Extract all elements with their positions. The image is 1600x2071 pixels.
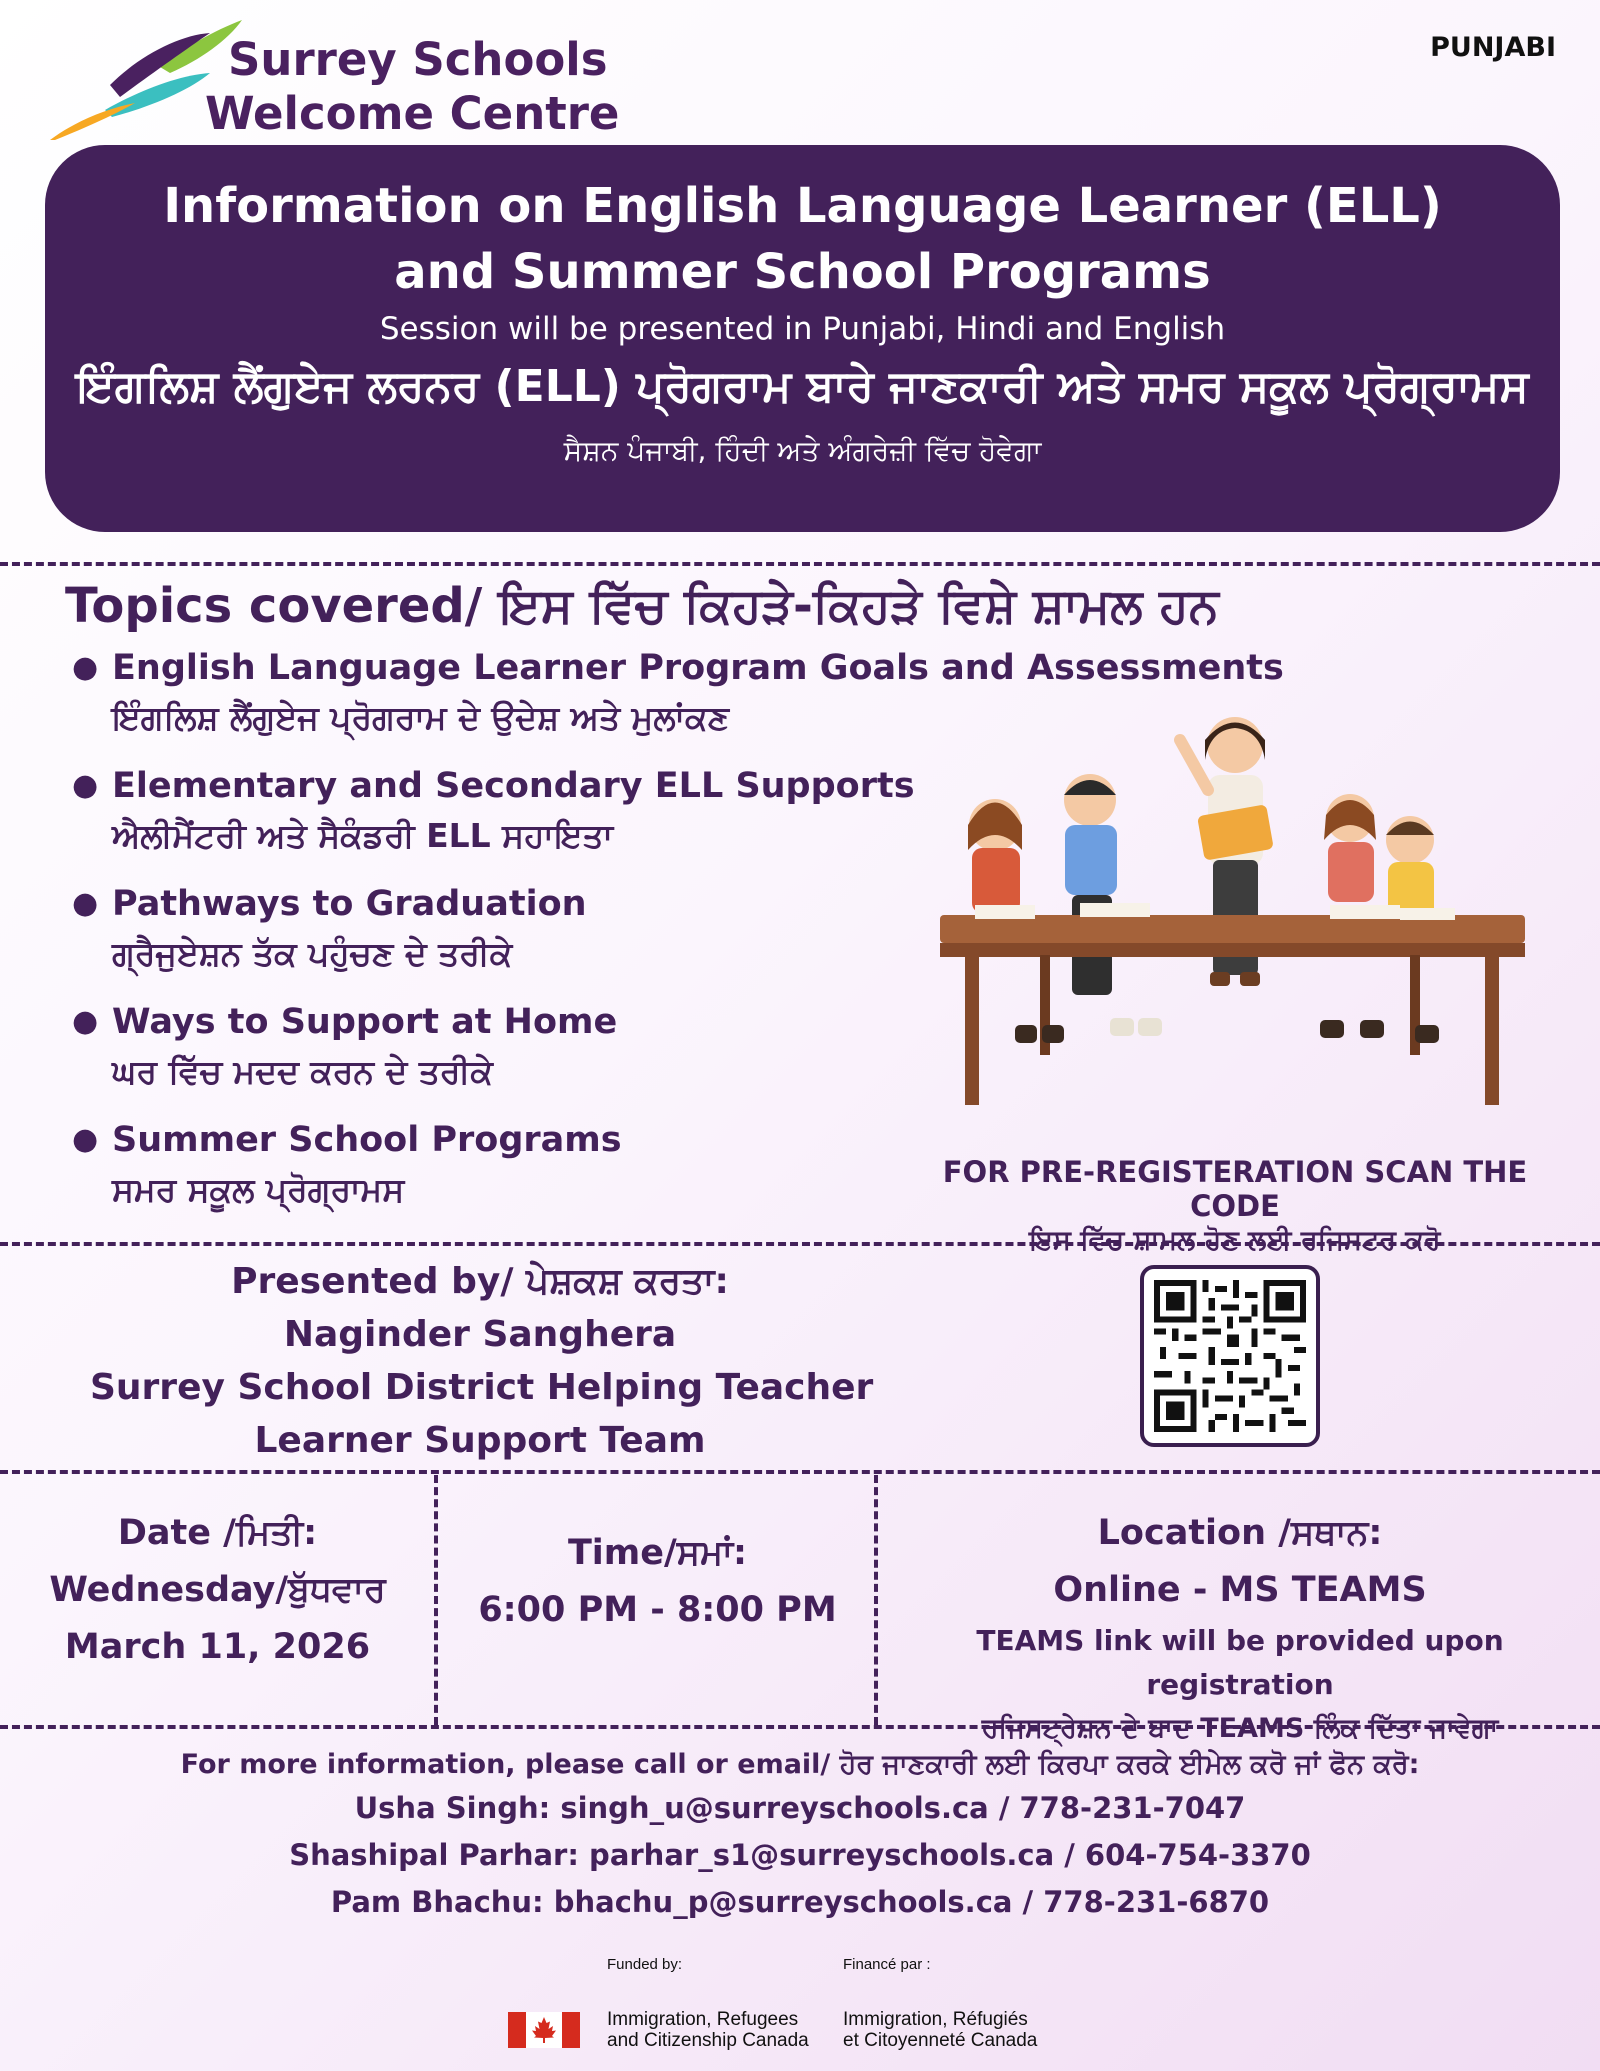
presenter-label: Presented by/ ਪੇਸ਼ਕਸ਼ ਕਰਤਾ:	[231, 1261, 729, 1302]
department-english-line-1: Immigration, Refugees	[607, 2009, 799, 2030]
topic-punjabi: ਘਰ ਵਿੱਚ ਮਦਦ ਕਰਨ ਦੇ ਤਰੀਕੇ	[112, 1052, 493, 1091]
banner-title	[45, 173, 1560, 305]
divider	[0, 562, 1600, 566]
funded-by-label: Funded by:	[607, 1956, 683, 1973]
topics-heading: Topics covered/ ਇਸ ਵਿੱਚ ਕਿਹੜੇ-ਕਿਹੜੇ ਵਿਸ਼ੇ ਸ਼ਾਮਲ ਹਨ	[65, 578, 1219, 634]
classroom-illustration	[930, 700, 1530, 1110]
qr-code-icon	[1154, 1279, 1306, 1433]
topic-english: Summer School Programs	[112, 1120, 622, 1160]
location-note: TEAMS link will be provided upon registration	[976, 1624, 1504, 1701]
bullet-icon: ●	[72, 1004, 99, 1039]
contact-line[interactable]: Usha Singh: singh_u@surreyschools.ca / 778-231-7047	[354, 1791, 1246, 1825]
divider	[0, 1470, 1600, 1474]
canada-flag-icon	[508, 2012, 580, 2048]
banner-subtitle-punjabi: ਸੈਸ਼ਨ ਪੰਜਾਬੀ, ਹਿੰਦੀ ਅਤੇ ਅੰਗਰੇਜ਼ੀ ਵਿੱਚ ਹੋਵੇਗਾ	[563, 434, 1042, 467]
topic-punjabi: ਗ੍ਰੈਜੁਏਸ਼ਨ ਤੱਕ ਪਹੁੰਚਣ ਦੇ ਤਰੀਕੇ	[112, 934, 513, 973]
department-name-english	[607, 2009, 809, 2051]
bullet-icon: ●	[72, 886, 99, 921]
date-day: Wednesday/ਬੁੱਧਵਾਰ	[49, 1570, 386, 1610]
title-banner	[45, 145, 1560, 532]
topic-english: Pathways to Graduation	[112, 884, 587, 924]
shoes	[1015, 1018, 1439, 1043]
bullet-icon: ●	[72, 768, 99, 803]
presenter-team: Learner Support Team	[254, 1420, 706, 1461]
date-label: Date /ਮਿਤੀ:	[117, 1513, 318, 1553]
time-value: 6:00 PM - 8:00 PM	[478, 1590, 837, 1630]
contacts-intro: For more information, please call or email/ ਹੋਰ ਜਾਣਕਾਰੀ ਲਈ ਕਿਰਪਾ ਕਰਕੇ ਈਮੇਲ ਕਰੋ ਜਾਂ ਫੋਨ ਕਰੋ:	[180, 1749, 1420, 1780]
presenter-role: Surrey School District Helping Teacher	[90, 1367, 874, 1408]
contact-line[interactable]: Pam Bhachu: bhachu_p@surreyschools.ca / 778-231-6870	[330, 1885, 1270, 1919]
logo-line-2: Welcome Centre	[205, 87, 620, 140]
presenter-name: Naginder Sanghera	[283, 1314, 677, 1355]
presenter-block	[90, 1255, 874, 1467]
date-value: March 11, 2026	[64, 1627, 371, 1667]
topic-punjabi: ਇੰਗਲਿਸ਼ ਲੈਂਗੁਏਜ ਪ੍ਰੋਗਰਾਮ ਦੇ ਉਦੇਸ਼ ਅਤੇ ਮੁਲਾਂਕਣ	[112, 698, 729, 737]
student-figures	[968, 774, 1434, 995]
logo-line-1: Surrey Schools	[228, 33, 608, 86]
bullet-icon: ●	[72, 650, 99, 685]
topic-english: Elementary and Secondary ELL Supports	[112, 766, 915, 806]
banner-title-punjabi: ਇੰਗਲਿਸ਼ ਲੈਂਗੁਏਜ ਲਰਨਰ (ELL) ਪ੍ਰੋਗਰਾਮ ਬਾਰੇ ਜਾਣਕਾਰੀ ਅਤੇ ਸਮਰ ਸਕੂਲ ਪ੍ਰੋਗ੍ਰਾਮਸ	[76, 361, 1529, 412]
date-cell	[0, 1505, 435, 1676]
divider	[0, 1725, 1600, 1729]
topic-english: Ways to Support at Home	[112, 1002, 618, 1042]
banner-title-line-1: Information on English Language Learner (ELL)	[163, 178, 1442, 234]
location-cell	[880, 1505, 1600, 1751]
contacts-block	[0, 1745, 1600, 1926]
time-label: Time/ਸਮਾਂ:	[567, 1533, 748, 1573]
banner-title-line-2: and Summer School Programs	[394, 244, 1211, 300]
finance-par-label: Financé par :	[843, 1956, 931, 1973]
qr-code[interactable]	[1140, 1265, 1320, 1447]
bullet-icon: ●	[72, 1122, 99, 1157]
language-tag: PUNJABI	[1430, 32, 1556, 63]
time-cell	[440, 1525, 875, 1639]
preregister-punjabi: ਇਸ ਵਿੱਚ ਸ਼ਾਮਲ ਹੋਣ ਲਈ ਰਜਿਸਟਰ ਕਰੋ	[1029, 1225, 1441, 1256]
preregister-english: FOR PRE-REGISTERATION SCAN THE CODE	[942, 1155, 1528, 1223]
contact-line[interactable]: Shashipal Parhar: parhar_s1@surreyschools.ca / 604-754-3370	[289, 1838, 1311, 1872]
department-english-line-2: and Citizenship Canada	[607, 2030, 809, 2051]
location-value: Online - MS TEAMS	[1053, 1570, 1427, 1610]
department-name-french	[843, 2009, 1037, 2051]
department-french-line-1: Immigration, Réfugiés	[843, 2009, 1028, 2030]
location-label: Location /ਸਥਾਨ:	[1097, 1513, 1383, 1553]
topic-english: English Language Learner Program Goals and Assessments	[112, 648, 1284, 688]
location-note-punjabi: ਰਜਿਸਟ੍ਰੇਸ਼ਨ ਦੇ ਬਾਦ TEAMS ਲਿੰਕ ਦਿੱਤਾ ਜਾਵੇਗਾ	[981, 1713, 1499, 1744]
topic-punjabi: ਐਲੀਮੈਂਟਰੀ ਅਤੇ ਸੈਕੰਡਰੀ ELL ਸਹਾਇਤਾ	[112, 816, 614, 855]
banner-subtitle: Session will be presented in Punjabi, Hindi and English	[379, 311, 1226, 347]
divider	[0, 1242, 1600, 1246]
desk	[940, 903, 1525, 1105]
topic-punjabi: ਸਮਰ ਸਕੂਲ ਪ੍ਰੋਗ੍ਰਾਮਸ	[112, 1170, 405, 1209]
logo	[50, 15, 620, 145]
department-french-line-2: et Citoyenneté Canada	[843, 2030, 1038, 2051]
